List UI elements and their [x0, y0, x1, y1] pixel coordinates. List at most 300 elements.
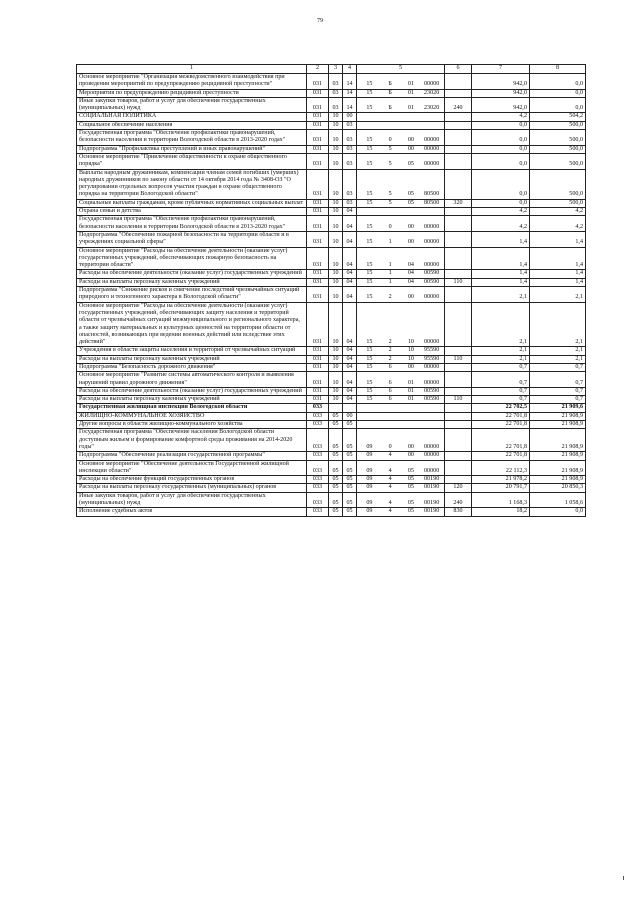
row-amount-1: 22 702,5 [472, 404, 530, 412]
row-subsection: 00 [343, 412, 357, 420]
page-number: 79 [317, 18, 323, 24]
row-section: 10 [329, 278, 343, 286]
row-name: Социальные выплаты гражданам, кроме публичных нормативных социальных выплат [77, 199, 307, 207]
target-article-part: 95590 [424, 347, 440, 354]
row-amount-1: 0,0 [472, 121, 530, 129]
target-article-part: 09 [366, 500, 373, 507]
target-article-part: 00 [407, 137, 414, 144]
row-expense-type [445, 363, 472, 371]
row-section: 10 [329, 199, 343, 207]
target-article-part: 00000 [424, 262, 440, 269]
row-amount-1: 0,0 [472, 130, 530, 146]
row-target-article [357, 97, 445, 113]
row-amount-1: 0,0 [472, 199, 530, 207]
row-amount-1: 2,1 [472, 302, 530, 347]
row-subsection: 05 [343, 508, 357, 516]
row-target-article [357, 89, 445, 97]
row-name: Расходы на обеспечение функций государственных органов [77, 476, 307, 484]
table-row [77, 130, 586, 146]
row-amount-2: 0,0 [530, 74, 586, 90]
row-section: 10 [329, 302, 343, 347]
row-name: Учреждения в области защиты населения и территорий от чрезвычайных ситуаций [77, 347, 307, 355]
row-subsection: 14 [343, 89, 357, 97]
row-target-article [357, 208, 445, 216]
table-row [77, 421, 586, 429]
target-article-part: 0 [388, 137, 392, 144]
target-article-part: 00000 [424, 339, 440, 346]
row-amount-1: 1,4 [472, 231, 530, 247]
row-expense-type [445, 387, 472, 395]
row-code: 031 [307, 169, 329, 199]
row-code: 031 [307, 363, 329, 371]
row-expense-type: 120 [445, 484, 472, 492]
row-target-article [357, 404, 445, 412]
row-name: Основное мероприятие "Развитие системы автоматического контроля и выявления нарушений правил дорожного движения" [77, 372, 307, 388]
row-amount-2: 500,0 [530, 169, 586, 199]
row-subsection: 04 [343, 372, 357, 388]
row-code: 031 [307, 355, 329, 363]
table-row [77, 492, 586, 508]
row-expense-type [445, 169, 472, 199]
row-section: 10 [329, 169, 343, 199]
row-amount-2: 500,0 [530, 145, 586, 153]
row-section: 10 [329, 208, 343, 216]
row-code: 031 [307, 287, 329, 303]
row-amount-2: 1,4 [530, 278, 586, 286]
row-amount-1: 21 978,2 [472, 476, 530, 484]
table-row [77, 302, 586, 347]
target-article-part: 6 [388, 363, 392, 370]
row-amount-1: 942,0 [472, 89, 530, 97]
row-code: 033 [307, 404, 329, 412]
row-name: Расходы на обеспечение деятельности (оказание услуг) государственных учреждений [77, 387, 307, 395]
row-section: 05 [329, 412, 343, 420]
row-name: Подпрограмма "Обеспечение реализации государственной программы" [77, 452, 307, 460]
row-amount-2: 20 850,3 [530, 484, 586, 492]
row-subsection: 04 [343, 287, 357, 303]
table-row [77, 199, 586, 207]
row-amount-2: 21 909,6 [530, 404, 586, 412]
row-amount-1: 0,7 [472, 396, 530, 404]
row-subsection: 05 [343, 452, 357, 460]
row-expense-type [445, 145, 472, 153]
row-name: Социальное обеспечение населения [77, 121, 307, 129]
row-name: Иные закупки товаров, работ и услуг для обеспечения государственных (муниципальных) нужд [77, 97, 307, 113]
row-section: 05 [329, 452, 343, 460]
row-amount-1: 22 701,8 [472, 421, 530, 429]
row-target-article [357, 130, 445, 146]
row-name: СОЦИАЛЬНАЯ ПОЛИТИКА [77, 113, 307, 121]
row-expense-type [445, 153, 472, 169]
row-amount-1: 0,0 [472, 145, 530, 153]
row-expense-type [445, 476, 472, 484]
margin-mark [623, 876, 624, 880]
row-subsection: 05 [343, 429, 357, 452]
row-target-article [357, 363, 445, 371]
table-row [77, 169, 586, 199]
row-subsection: 14 [343, 74, 357, 90]
target-article-part: 6 [388, 379, 392, 386]
target-article-part: 0 [388, 443, 392, 450]
column-header: 3 [329, 65, 343, 74]
target-article-part: Б [388, 81, 392, 88]
row-subsection: 04 [343, 355, 357, 363]
row-amount-2: 2,1 [530, 347, 586, 355]
row-target-article [357, 216, 445, 232]
target-article-part: 09 [366, 476, 373, 483]
row-name: Мероприятия по предупреждению рецидивной преступности [77, 89, 307, 97]
row-target-article [357, 270, 445, 278]
row-subsection: 03 [343, 145, 357, 153]
row-section: 05 [329, 508, 343, 516]
target-article-part: 05 [407, 484, 414, 491]
row-target-article [357, 74, 445, 90]
row-amount-2: 21 908,9 [530, 476, 586, 484]
row-section: 10 [329, 113, 343, 121]
column-header: 5 [357, 65, 445, 74]
target-article-part: 5 [388, 199, 392, 206]
column-header: 6 [445, 65, 472, 74]
target-article-part: 00190 [424, 500, 440, 507]
row-code: 033 [307, 452, 329, 460]
row-section: 10 [329, 121, 343, 129]
table-row [77, 145, 586, 153]
row-expense-type [445, 302, 472, 347]
row-code: 031 [307, 113, 329, 121]
row-subsection: 04 [343, 208, 357, 216]
row-name: Расходы на выплаты персоналу казенных учреждений [77, 278, 307, 286]
row-amount-2: 500,0 [530, 199, 586, 207]
row-section: 10 [329, 231, 343, 247]
row-section: 10 [329, 287, 343, 303]
row-target-article [357, 452, 445, 460]
row-expense-type: 240 [445, 97, 472, 113]
table-row [77, 113, 586, 121]
target-article-part: 05 [407, 199, 414, 206]
row-amount-2: 2,1 [530, 287, 586, 303]
row-section: 10 [329, 153, 343, 169]
row-section: 10 [329, 216, 343, 232]
target-article-part: 10 [407, 339, 414, 346]
row-amount-2: 21 908,9 [530, 452, 586, 460]
row-code: 031 [307, 89, 329, 97]
row-code: 031 [307, 216, 329, 232]
target-article-part: 01 [407, 105, 414, 112]
row-section: 10 [329, 247, 343, 270]
row-name: Другие вопросы в области жилищно-коммунального хозяйства [77, 421, 307, 429]
row-code: 031 [307, 270, 329, 278]
table-row [77, 270, 586, 278]
target-article-part: 00000 [424, 379, 440, 386]
row-name: Государственная жилищная инспекция Вологодской области [77, 404, 307, 412]
target-article-part: 05 [407, 476, 414, 483]
row-amount-2: 500,0 [530, 121, 586, 129]
target-article-part: 2 [388, 355, 392, 362]
column-header: 7 [472, 65, 530, 74]
table-row [77, 231, 586, 247]
target-article-part: 15 [366, 81, 373, 88]
row-name: Подпрограмма "Снижение рисков и смягчение последствий чрезвычайных ситуаций природного и техногенного характера в Вологодской области" [77, 287, 307, 303]
row-subsection: 03 [343, 199, 357, 207]
row-name: Расходы на обеспечение деятельности (оказание услуг) государственных учреждений [77, 270, 307, 278]
row-amount-1: 22 701,8 [472, 452, 530, 460]
row-name: ЖИЛИЩНО-КОММУНАЛЬНОЕ ХОЗЯЙСТВО [77, 412, 307, 420]
target-article-part: 23020 [424, 105, 440, 112]
row-expense-type [445, 113, 472, 121]
row-section: 03 [329, 74, 343, 90]
table-row [77, 97, 586, 113]
row-expense-type [445, 121, 472, 129]
target-article-part: 15 [366, 89, 373, 96]
target-article-part: 15 [366, 347, 373, 354]
row-section: 05 [329, 421, 343, 429]
target-article-part: 00190 [424, 476, 440, 483]
target-article-part: 15 [366, 239, 373, 246]
target-article-part: 09 [366, 484, 373, 491]
row-target-article [357, 121, 445, 129]
row-amount-2: 0,0 [530, 508, 586, 516]
header-row [77, 65, 586, 74]
target-article-part: 4 [388, 452, 392, 459]
row-expense-type [445, 404, 472, 412]
target-article-part: 00 [407, 443, 414, 450]
row-code: 031 [307, 121, 329, 129]
row-name: Расходы на выплаты персоналу казенных учреждений [77, 355, 307, 363]
row-code: 031 [307, 97, 329, 113]
row-code: 033 [307, 460, 329, 476]
table-row [77, 372, 586, 388]
row-section: 05 [329, 484, 343, 492]
target-article-part: 00 [407, 145, 414, 152]
row-subsection: 05 [343, 421, 357, 429]
row-amount-1: 2,1 [472, 355, 530, 363]
target-article-part: 15 [366, 294, 373, 301]
row-amount-1: 0,0 [472, 153, 530, 169]
row-name: Охрана семьи и детства [77, 208, 307, 216]
row-target-article [357, 421, 445, 429]
target-article-part: 4 [388, 476, 392, 483]
target-article-part: 00000 [424, 161, 440, 168]
target-article-part: 05 [407, 191, 414, 198]
row-amount-1: 1,4 [472, 278, 530, 286]
row-amount-2: 0,7 [530, 372, 586, 388]
row-name: Расходы на выплаты персоналу казенных учреждений [77, 396, 307, 404]
target-article-part: 09 [366, 443, 373, 450]
row-subsection: 05 [343, 484, 357, 492]
row-target-article [357, 145, 445, 153]
row-subsection: 04 [343, 231, 357, 247]
target-article-part: 00000 [424, 443, 440, 450]
row-section [329, 404, 343, 412]
target-article-part: 2 [388, 339, 392, 346]
table-row [77, 278, 586, 286]
row-amount-1: 22 112,3 [472, 460, 530, 476]
row-expense-type [445, 429, 472, 452]
row-code: 031 [307, 396, 329, 404]
target-article-part: 00590 [424, 387, 440, 394]
row-expense-type [445, 412, 472, 420]
row-subsection: 03 [343, 153, 357, 169]
table-row [77, 396, 586, 404]
row-expense-type [445, 270, 472, 278]
row-amount-2: 2,1 [530, 355, 586, 363]
row-amount-1: 18,2 [472, 508, 530, 516]
row-name: Государственная программа "Обеспечение населения Вологодской области доступным жильем и формирование комфортной среды проживания на 2014-2020 годы" [77, 429, 307, 452]
target-article-part: 00 [407, 452, 414, 459]
target-article-part: 04 [407, 270, 414, 277]
row-subsection: 03 [343, 130, 357, 146]
row-subsection: 04 [343, 216, 357, 232]
row-expense-type [445, 89, 472, 97]
table-row [77, 476, 586, 484]
target-article-part: 80500 [424, 191, 440, 198]
target-article-part: 15 [366, 161, 373, 168]
row-section: 10 [329, 396, 343, 404]
target-article-part: 00 [407, 223, 414, 230]
row-amount-2: 500,0 [530, 130, 586, 146]
target-article-part: 10 [407, 347, 414, 354]
target-article-part: 00 [407, 239, 414, 246]
target-article-part: 4 [388, 484, 392, 491]
row-subsection: 04 [343, 387, 357, 395]
row-amount-2: 1,4 [530, 270, 586, 278]
row-code: 033 [307, 412, 329, 420]
row-subsection: 04 [343, 270, 357, 278]
row-code: 033 [307, 492, 329, 508]
row-amount-2: 2,1 [530, 302, 586, 347]
row-target-article [357, 355, 445, 363]
target-article-part: 2 [388, 294, 392, 301]
row-target-article [357, 278, 445, 286]
target-article-part: 6 [388, 396, 392, 403]
row-code: 031 [307, 372, 329, 388]
row-subsection [343, 404, 357, 412]
target-article-part: 15 [366, 105, 373, 112]
target-article-part: 4 [388, 467, 392, 474]
row-name: Основное мероприятие "Расходы на обеспечение деятельности (оказание услуг) государственных учреждений, обеспечивающих защиту населения и территорий области от чрезвычайных ситуаций межмуниципального и регионального характера, а также защиту материальных и культурных ценностей на территории области от опасностей, возникающих при ведении военных действий или вследствие этих действий" [77, 302, 307, 347]
row-section: 10 [329, 347, 343, 355]
target-article-part: 00 [407, 363, 414, 370]
target-article-part: 00590 [424, 396, 440, 403]
row-target-article [357, 231, 445, 247]
row-amount-1: 22 701,8 [472, 429, 530, 452]
target-article-part: 05 [407, 161, 414, 168]
row-subsection: 04 [343, 363, 357, 371]
row-code: 031 [307, 247, 329, 270]
column-header: 4 [343, 65, 357, 74]
target-article-part: 00000 [424, 145, 440, 152]
row-section: 10 [329, 270, 343, 278]
table-row [77, 404, 586, 412]
row-amount-2: 0,0 [530, 89, 586, 97]
row-amount-1: 1,4 [472, 270, 530, 278]
row-amount-2: 0,0 [530, 97, 586, 113]
row-section: 03 [329, 89, 343, 97]
row-amount-1: 1,4 [472, 247, 530, 270]
row-expense-type: 110 [445, 396, 472, 404]
row-amount-1: 20 791,7 [472, 484, 530, 492]
row-amount-2: 21 908,9 [530, 412, 586, 420]
row-subsection: 04 [343, 302, 357, 347]
row-section: 05 [329, 429, 343, 452]
table-row [77, 153, 586, 169]
row-code: 031 [307, 231, 329, 247]
row-subsection: 05 [343, 460, 357, 476]
row-amount-1: 0,7 [472, 372, 530, 388]
row-name: Государственная программа "Обеспечение профилактики правонарушений, безопасности населения и территории Вологодской области в 2013-2020 годах" [77, 216, 307, 232]
target-article-part: 00000 [424, 239, 440, 246]
row-amount-2: 504,2 [530, 113, 586, 121]
row-expense-type [445, 231, 472, 247]
column-header: 8 [530, 65, 586, 74]
column-header: 1 [77, 65, 307, 74]
row-code: 031 [307, 208, 329, 216]
target-article-part: 00000 [424, 137, 440, 144]
row-amount-1: 4,2 [472, 208, 530, 216]
target-article-part: 1 [388, 239, 392, 246]
target-article-part: 00000 [424, 363, 440, 370]
target-article-part: 00000 [424, 294, 440, 301]
row-subsection: 04 [343, 347, 357, 355]
row-name: Подпрограмма "Обеспечение пожарной безопасности на территории области и в учреждениях социальной сферы" [77, 231, 307, 247]
row-name: Государственная программа "Обеспечение профилактики правонарушений, безопасности населения и территории Вологодской области в 2013-2020 годах" [77, 130, 307, 146]
table-row [77, 287, 586, 303]
row-amount-1: 0,0 [472, 169, 530, 199]
row-subsection: 03 [343, 121, 357, 129]
target-article-part: 10 [407, 355, 414, 362]
row-expense-type: 110 [445, 355, 472, 363]
target-article-part: 80500 [424, 199, 440, 206]
row-code: 031 [307, 278, 329, 286]
target-article-part: 01 [407, 387, 414, 394]
row-target-article [357, 460, 445, 476]
budget-table [76, 64, 586, 517]
row-code: 031 [307, 199, 329, 207]
target-article-part: 15 [366, 396, 373, 403]
row-target-article [357, 169, 445, 199]
row-code: 031 [307, 347, 329, 355]
row-amount-1: 942,0 [472, 74, 530, 90]
table-row [77, 89, 586, 97]
target-article-part: 09 [366, 467, 373, 474]
row-subsection: 03 [343, 169, 357, 199]
table-row [77, 452, 586, 460]
row-amount-2: 21 908,9 [530, 460, 586, 476]
row-name: Основное мероприятие "Привлечение общественности к охране общественного порядка" [77, 153, 307, 169]
target-article-part: 15 [366, 223, 373, 230]
target-article-part: Б [388, 105, 392, 112]
row-section: 05 [329, 492, 343, 508]
target-article-part: 01 [407, 81, 414, 88]
row-expense-type: 320 [445, 199, 472, 207]
target-article-part: 15 [366, 262, 373, 269]
row-target-article [357, 508, 445, 516]
row-code: 031 [307, 130, 329, 146]
target-article-part: 5 [388, 145, 392, 152]
target-article-part: 15 [366, 270, 373, 277]
target-article-part: 00000 [424, 223, 440, 230]
row-amount-2: 21 908,9 [530, 429, 586, 452]
target-article-part: 15 [366, 339, 373, 346]
row-expense-type [445, 74, 472, 90]
table-row [77, 412, 586, 420]
target-article-part: 00000 [424, 467, 440, 474]
row-code: 031 [307, 387, 329, 395]
target-article-part: 15 [366, 191, 373, 198]
target-article-part: 4 [388, 500, 392, 507]
row-section: 10 [329, 387, 343, 395]
row-expense-type [445, 372, 472, 388]
